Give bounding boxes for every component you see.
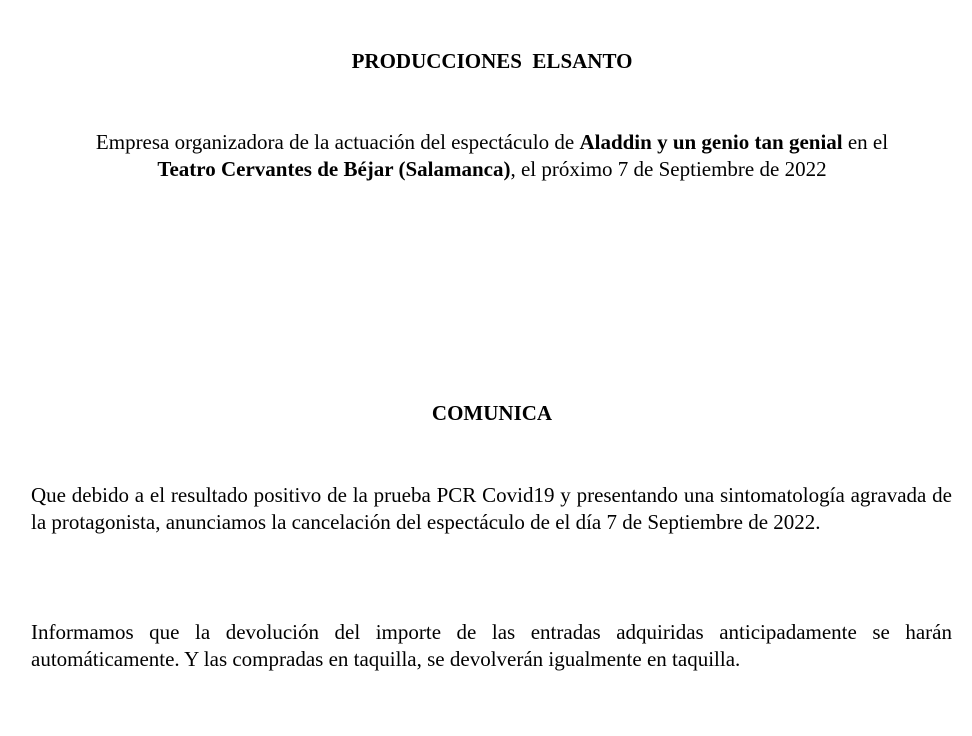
cancellation-paragraph: Que debido a el resultado positivo de la prueba PCR Covid19 y presentando una sintomatología agravada de la protagonista, anunciamos la cancelación del espectáculo de el día 7 de Septiembre de 2022.	[31, 483, 952, 534]
comunica-heading: COMUNICA	[431, 401, 553, 425]
intro-text-3: , el próximo 7 de Septiembre de 2022	[510, 157, 827, 181]
intro-text-2: en el	[842, 130, 889, 154]
venue-name: Teatro Cervantes de Béjar (Salamanca)	[157, 157, 511, 181]
show-name: Aladdin y un genio tan genial	[579, 130, 843, 154]
intro-text-1: Empresa organizadora de la actuación del espectáculo de	[95, 130, 580, 154]
intro-paragraph	[30, 129, 954, 183]
refund-paragraph: Informamos que la devolución del importe de las entradas adquiridas anticipadamente se harán automáticamente. Y las compradas en taquilla, se devolverán igualmente en taquilla.	[31, 620, 952, 671]
company-title: PRODUCCIONES ELSANTO	[351, 49, 633, 73]
